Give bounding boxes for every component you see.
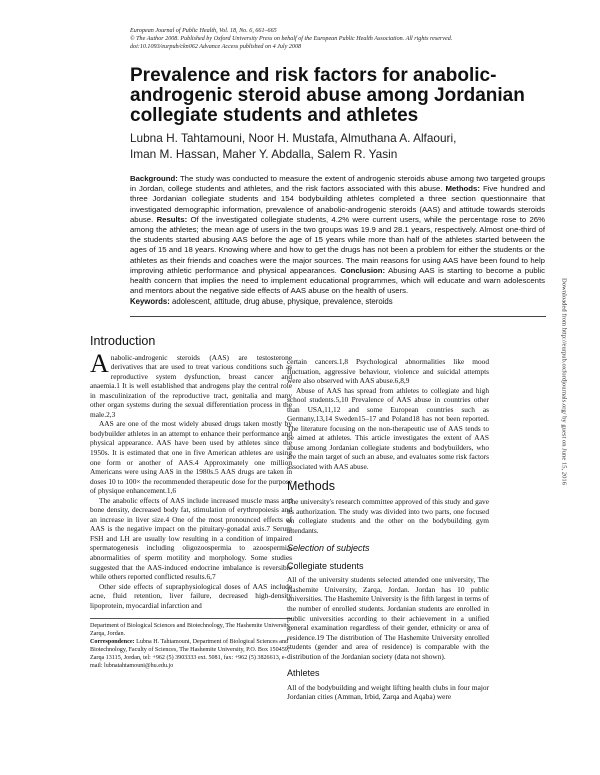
keywords-label: Keywords: <box>130 297 170 306</box>
intro-paragraph-3: The anabolic effects of AAS include increased muscle mass and bone density, decreased body fat, stimulation of erythropoiesis and an increase in liver size.4 One of the most pronounced effects of AAS is the negative impact on the pituitary-gonadal axis.7 Serum FSH and LH are usually low resulting in a condition of impaired spermatogenesis including oligozoospermia to azoospermia, abnormalities of sperm motility and morphology. Some studies suggested that the AAS-induced endocrine imbalance is reversible while others reported conflicted results.6,7 <box>90 495 292 582</box>
download-watermark <box>556 200 570 570</box>
author-line-1: Lubna H. Tahtamouni, Noor H. Mustafa, Almuthana A. Alfaouri, <box>130 131 457 145</box>
article-title: Prevalence and risk factors for anabolic-androgenic steroid abuse among Jordanian collegiate students and athletes <box>130 65 525 126</box>
conclusion-label: Conclusion: <box>340 265 386 275</box>
background-text: The study was conducted to measure the extent of androgenic steroids abuse among two targeted groups in Jordan, college students and athletes, and the risk factors associated with this abuse. <box>130 174 545 194</box>
intro-paragraph-1-text: nabolic-androgenic steroids (AAS) are testosterone derivatives that are used to treat various conditions such as reproductive system dysfunction, breast cancer and anaemia.1 It is well established that androgens play the central role in masculinization of the reproductive tract, genitalia and many other organ systems during the sexual differentiation process in the male.2,3 <box>90 352 292 419</box>
correspondence-text: Lubna H. Tahtamouni, Department of Biological Sciences and Biotechnology, Faculty of Sciences, The Hashemite University, P.O. Box 150459, Zarqa 13115, Jordan, tel: +962 (5) 3903333 ext. 5081, fax: +962 (5) 3826613, e-mail: lubnatahtamouni@hu.edu.jo <box>90 639 290 670</box>
right-column <box>287 357 489 702</box>
journal-header <box>130 27 550 52</box>
author-line-2: Iman M. Hassan, Maher Y. Abdalla, Salem R. Yasin <box>130 146 398 161</box>
selection-subheading: Selection of subjects <box>287 543 370 554</box>
background-label: Background: <box>130 174 178 183</box>
correspondence-footnote <box>90 638 292 670</box>
methods-paragraph-1: The university's research committee approved of this study and gave its authorization. The study was divided into two parts, one focused on collegiate students and the other on the bodybuilding gym attendants. <box>287 497 489 535</box>
left-column <box>90 333 292 670</box>
intro-paragraph-2: AAS are one of the most widely abused drugs taken mostly by bodybuilder athletes in an attempt to enhance their performance and physical appearance. AAS have been used by athletes since the 1950s. It is estimated that one in five American athletes are using one form or another of AAS.4 Approximately one million Americans were using AAS in the 1980s.5 AAS drugs are taken in doses 10 to 100× the recommended therapeutic dose for the purpose of physique enhancement.1,6 <box>90 419 292 496</box>
affiliation-footnote: Department of Biological Sciences and Biotechnology, The Hashemite University, Zarqa, Jordan. <box>90 623 291 638</box>
collegiate-subheading: Collegiate students <box>287 560 364 571</box>
methods-text: Five hundred and three Jordanian collegiate students and 154 bodybuilding athletes completed a three section questionnaire that investigated demographic information, prevalence of anabolic-androgenic steroids (AAS) and attitude towards steroids abuse. <box>130 184 546 224</box>
collegiate-paragraph: All of the university students selected attended one university, The Hashemite University, Zarqa, Jordan. Jordan has 10 public universities. The Hashemite University is the fifth largest in terms of the number of enrolled students. Jordanian students are enrolled in public universities according to their achievement in a unified general examination regardless of their gender, ethnicity or area of residence.19 The distribution of The Hashemite University enrolled students (gender and area of residence) is comparable with the distribution of the Jordanian society (data not shown). <box>287 575 489 661</box>
results-text: Of the investigated collegiate students, 4.2% were current users, while the percentage rose to 26% among the athletes; the mean age of users in the two groups was 19.9 and 28.1 years, respectively. Almost one-third of the students started abusing AAS before the age of 15 years while more than half of the athletes started between the ages of 15 and 18 years. Knowing where and how to get the drugs has not been a problem for either the students or the athletes as their friends and coaches were the major sources. The main reasons for using AAS have been found to help improving athletic performance and physical appearances. <box>130 214 546 275</box>
methods-heading: Methods <box>287 478 335 493</box>
athletes-subheading: Athletes <box>287 668 320 679</box>
intro-paragraph-1 <box>90 348 292 420</box>
copyright-line: © The Author 2008. Published by Oxford University Press on behalf of the European Public Health Association. All rights reserved. <box>130 36 453 43</box>
download-watermark-text: Downloaded from http://eurpub.oxfordjournals.org/ by guest on June 15, 2016 <box>560 277 568 485</box>
intro-paragraph-4: Other side effects of supraphysiological doses of AAS include acne, fluid retention, liver failure, decreased high-density lipoprotein, myocardial infarction and <box>90 581 292 610</box>
author-list <box>130 131 550 162</box>
abstract <box>130 174 545 296</box>
athletes-paragraph: All of the bodybuilding and weight lifting health clubs in four major Jordanian cities (Amman, Irbid, Zarqa and Aqaba) were <box>287 682 489 702</box>
keywords-text: adolescent, attitude, drug abuse, physique, prevalence, steroids <box>172 297 393 306</box>
footnote-divider <box>90 618 292 619</box>
methods-label: Methods: <box>445 184 480 194</box>
conclusion-text: Abusing AAS is starting to become a public health concern that implies the need to implement educational programmes, which will educate and warn adolescents and mentors about the negative side effects of AAS abuse on the health of users. <box>130 265 546 296</box>
section-divider <box>130 316 546 317</box>
keywords <box>130 297 545 306</box>
journal-citation: European Journal of Public Health, Vol. 18, No. 6, 661–665 <box>130 28 277 34</box>
intro-paragraph-6: Abuse of AAS has spread from athletes to collegiate and high school students.5,10 Prevalence of AAS abuse in countries other than USA,11,12 and some European countries such as Germany,13,14 Sweden15–17 and Poland18 has not been reported. The literature focusing on the non-therapeutic use of AAS tends to be aimed at athletes. This article investigates the extent of AAS abuse among Jordanian collegiate students and bodybuilders, who are the main target of such an abuse, and evaluates some risk factors associated with AAS abuse. <box>287 385 489 472</box>
drop-cap: A <box>90 348 109 378</box>
results-label: Results: <box>156 214 188 224</box>
introduction-heading: Introduction <box>90 334 156 348</box>
intro-paragraph-5: certain cancers.1,8 Psychological abnormalities like mood fluctuation, aggressive behaviour, violence and suicidal attempts were also observed with AAS abuse.6,8,9 <box>287 357 489 386</box>
correspondence-label: Correspondence: <box>90 639 135 646</box>
doi-line: doi:10.1093/eurpub/ckn062 Advance Access published on 4 July 2008 <box>130 44 302 51</box>
